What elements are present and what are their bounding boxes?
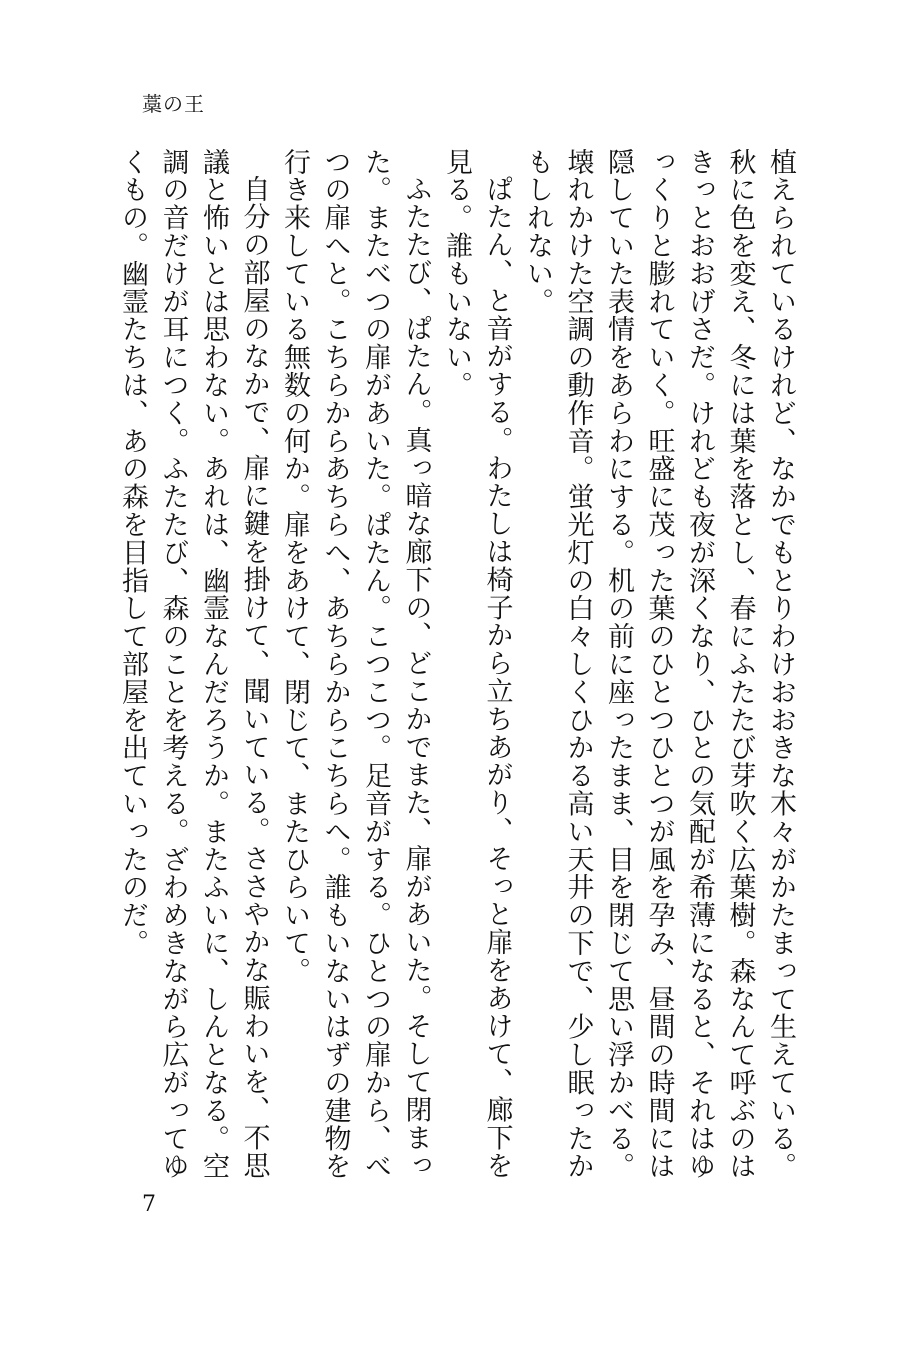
page-number: 7 [142, 1192, 156, 1217]
vertical-text-body [112, 148, 801, 1193]
paragraph-2: ぱたん、と音がする。わたしは椅子から立ちあがり、そっと扉をあけて、廊下を見る。誰もいない。 [441, 148, 513, 1180]
paragraph-4: 自分の部屋のなかで、扉に鍵を掛けて、聞いている。ささやかな賑わいを、不思議と怖いとは思わない。あれは、幽霊なんだろうか。またふいに、しんとなる。空調の音だけが耳につく。ふたたび、森のことを考える。ざわめきながら広がってゆくもの。幽霊たちは、あの森を目指して部屋を出ていったのだ。 [117, 148, 270, 1181]
running-head-title: 藁の王 [142, 92, 205, 116]
paragraph-3: ふたたび、ぱたん。真っ暗な廊下の、どこかでまた、扉があいた。そして閉まった。またべつの扉があいた。ぱたん。こつこつ。足音がする。ひとつの扉から、べつの扉へと。こちらからあちらへ、あちらからこちらへ。誰もいないはずの建物を行き来している無数の何か。扉をあけて、閉じて、またひらいて。 [279, 148, 432, 1181]
paragraph-1: 植えられているけれど、なかでもとりわけおおきな木々がかたまって生えている。秋に色を変え、冬には葉を落とし、春にふたたび芽吹く広葉樹。森なんて呼ぶのはきっとおおげさだ。けれども夜が深くなり、ひとの気配が希薄になると、それはゆっくりと膨れていく。旺盛に茂った葉のひとつひとつが風を孕み、昼間の時間には隠していた表情をあらわにする。机の前に座ったまま、目を閉じて思い浮かべる。壊れかけた空調の動作音。蛍光灯の白々しくひかる高い天井の下で、少し眠ったかもしれない。 [522, 148, 796, 1181]
